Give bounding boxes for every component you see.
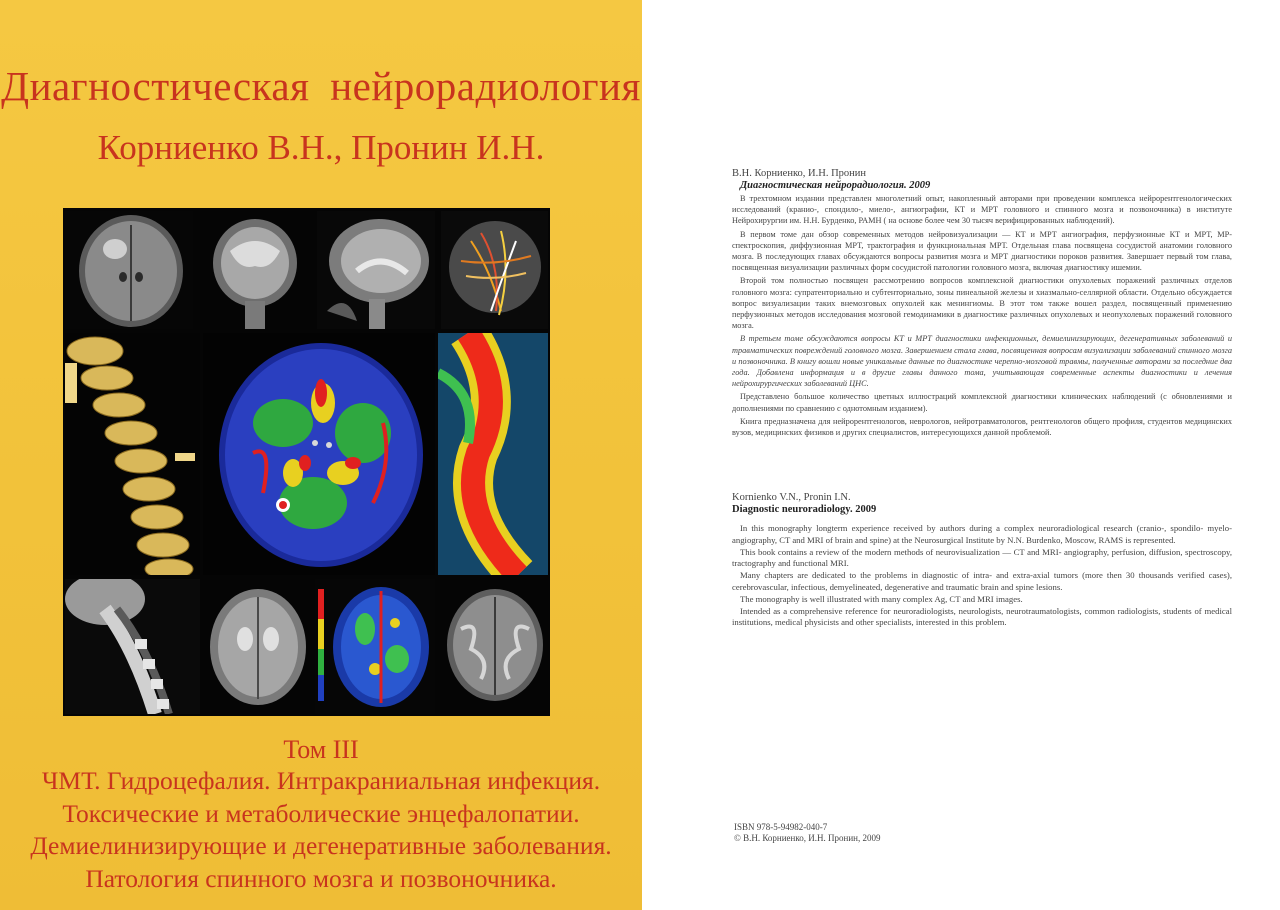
en-paragraph: Many chapters are dedicated to the problems in diagnostic of intra- and extra-axial tumors (more then 30 thousands verified cases), cerebrovascular, infectious, demyelineated, degenerative and traumatic brain and spine lesions. [732,570,1232,592]
sagittal-mri-scan [317,211,435,329]
en-paragraph: Intended as a comprehensive reference for neuroradiologists, neurologists, neurotraumatologists, common radiologists, students of medical institutions, medical physicists and other specialists, interested in this problem. [732,605,1232,628]
axial-swi-mri-scan [441,579,548,714]
en-authors: Kornienko V.N., Pronin I.N. [732,492,851,503]
ru-title: Диагностическая нейрорадиология. 2009 [740,180,931,191]
subtitle-line: Токсические и метаболические энцефалопатии. [62,798,580,828]
ru-paragraph: Книга предназначена для нейрорентгенологов, неврологов, нейротравматологов, рентгенологов общего профиля, студентов медицинских вузов, медицинских физиков и других специалистов, интересующихся данной проблемой. [732,416,1232,438]
ru-paragraph: В первом томе дан обзор современных методов нейровизуализации — КТ и МРТ ангиография, перфузионные КТ и МРТ, МР-спектроскопия, диффузионная МРТ, трактография и функциональная МРТ. Отдельная глава посвящена сосудистой анатомии головного мозга. В последующих главах обсуждаются вопросы развития мозга и МРТ диагностики пороков развития. Завершает первый том глава, посвященная визуализации различных форм сосудистой патологии головного мозга, включая диагностику ишемии. [732,229,1232,273]
en-title: Diagnostic neuroradiology. 2009 [732,504,877,515]
ru-authors: В.Н. Корниенко, И.Н. Пронин [732,168,867,179]
isbn: ISBN 978-5-94982-040-7 [734,822,828,832]
axial-mri-scan [65,211,193,329]
cover-image-collage [63,208,550,716]
perfusion-map-scan [203,333,435,575]
cover-subtitle [0,765,642,895]
ru-paragraph: В третьем томе обсуждаются вопросы КТ и МРТ диагностики инфекционных, демиелинизирующих, дегенеративных заболеваний и травматических повреждений головного мозга. Завершением стала глава, посвященная вопросам визуализации заболеваний спинного мозга и позвоночника. В книгу вошли новые уникальные данные по диагностике черепно-мозговой травмы, полученные авторами за последние два года. Добавлена информация и в другие главы данного тома, учитывающая современные аспекты диагностики и лечения нейрохирургических заболеваний ЦНС. [732,334,1232,389]
en-paragraph: This book contains a review of the modern methods of neurovisualization — CT and MRI- angiography, perfusion, diffusion, spectroscopy, tractography and functional MRI. [732,546,1232,569]
isbn-block [734,822,880,844]
spine-3d-ct-scan [65,333,200,575]
cover-authors: Корниенко В.Н., Пронин И.Н. [97,128,545,167]
ru-paragraph: Представлено большое количество цветных иллюстраций комплексной диагностики клинических наблюдений (с обновлениями и дополнениями по сравнению с однотомным изданием). [732,392,1232,413]
cover-volume: Том III [283,735,359,764]
russian-annotation [732,168,1232,440]
en-paragraph: The monography is well illustrated with many complex Ag, CT and MRI images. [740,593,1023,604]
book-back-page [642,0,1280,910]
sagittal-spine-mri-scan [65,579,200,714]
vessel-color-map-scan [438,333,548,575]
coronal-mri-scan [200,211,310,329]
en-paragraph: In this monography longterm experience received by authors during a complex neuroradiological research (cranio-, spondilo- myelo- angiography, CT and MRI of brain and spine) at the Neurosurgical Institute by N.N. Burdenko, Moscow, RAMS is represented. [732,523,1232,545]
subtitle-line: Демиелинизирующие и дегенеративные заболевания. [30,831,612,860]
cover-title: Диагностическая нейрорадиология [1,63,641,109]
tractography-scan [441,211,548,329]
ru-paragraph: Второй том полностью посвящен рассмотрению вопросов комплексной диагностики опухолевых поражений различных отделов головного мозга: супратенториально и субтенториально, зоны пинеальной железы и хиазмально-селлярной области. Отдельно обсуждается вопрос визуализации таких внемозговых опухолей как менингиомы. В этот том также вошел раздел, посвященный применению перфузионных методов исследования мозговой гемодинамики в диагностике различных опухолевых и неопухолевых поражений головного мозга. [732,276,1232,331]
copyright: © В.Н. Корниенко, И.Н. Пронин, 2009 [734,833,881,843]
english-annotation [732,492,1232,629]
diffusion-color-map-scan [315,579,435,714]
subtitle-line: ЧМТ. Гидроцефалия. Интракраниальная инфекция. [41,766,601,795]
subtitle-line: Патология спинного мозга и позвоночника. [85,863,557,893]
axial-flair-mri-scan [203,579,313,714]
ru-paragraph: В трехтомном издании представлен многолетний опыт, накопленный авторами при проведении комплекса нейрорентгенологических исследований (кранио-, спондило-, миело-, ангиографии, КТ и МРТ головного и спинного мозга и позвоночника) в институте Нейрохирургии им. Н.Н. Бурденко, РАМН ( на основе более чем 30 тысяч верифицированных наблюдений). [732,194,1232,226]
